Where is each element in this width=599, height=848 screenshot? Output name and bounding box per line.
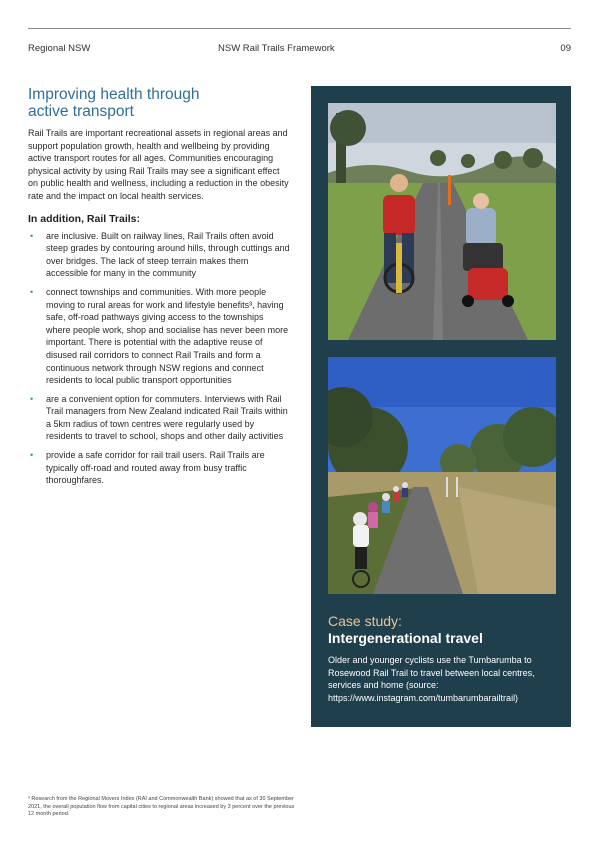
- header-section-label: Regional NSW: [28, 43, 91, 54]
- bullet-dot-icon: •: [30, 450, 34, 461]
- list-item: [28, 230, 290, 280]
- bullet-dot-icon: •: [30, 286, 34, 297]
- title-line-2: active transport: [28, 103, 134, 120]
- page-number: 09: [560, 43, 571, 54]
- list-item-text: connect townships and communities. With more people moving to rural areas for work and lifestyle benefits³, having safe, off-road pathways giving access to the townships where people work, shop and socialise has never been more important. There is potential with the adaptive reuse of disused rail corridors to connect Rail Trails and form a continuous network through NSW regions and connect residents to local public transport opportunities: [46, 286, 289, 386]
- page-header: [0, 0, 599, 60]
- list-item: [28, 393, 290, 443]
- bullet-dot-icon: •: [30, 393, 34, 404]
- bullet-dot-icon: •: [30, 230, 34, 241]
- page-title: [28, 86, 290, 120]
- benefits-list: [28, 230, 290, 487]
- main-text-column: [28, 86, 290, 493]
- case-study-panel: [311, 86, 571, 727]
- case-study-label: Case study:: [328, 613, 402, 629]
- photo-cyclists-on-trail: [328, 357, 556, 594]
- list-subheading: In addition, Rail Trails:: [28, 212, 141, 225]
- title-line-1: Improving health through: [28, 86, 200, 103]
- footnote: ³ Research from the Regional Movers Index (RAI and Commonwealth Bank) showed that as of 30 September 2021, the overall population flow from capital cities to regional areas increased by 3 percent over the previous 12 month period.: [28, 796, 295, 817]
- intro-paragraph: Rail Trails are important recreational assets in regional areas and support population growth, health and wellbeing by providing active transport routes for all ages. Communities encouraging physical activity by using Rail Trails may see a significant effect on public health and wellness, including a reduction in the obesity rate and the impact on local health services.: [28, 128, 289, 201]
- header-rule: [28, 28, 571, 29]
- list-item-text: are a convenient option for commuters. Interviews with Rail Trail managers from New Zealand indicated Rail Trails within a 5km radius of town centres were regularly used by residents to travel to school, shops and other daily activities: [46, 393, 288, 442]
- list-item-text: provide a safe corridor for rail trail users. Rail Trails are typically off-road and routed away from busy traffic thoroughfares.: [46, 450, 265, 486]
- photo-cyclist-and-scooter: [328, 103, 556, 340]
- case-study-title: Intergenerational travel: [328, 630, 483, 646]
- list-item: [28, 286, 290, 387]
- list-item: [28, 449, 290, 487]
- case-study-body: Older and younger cyclists use the Tumbarumba to Rosewood Rail Trail to travel between local centres, services and home (source: https://www.instagram.com/tumbarumbarailtrail): [328, 655, 535, 703]
- list-item-text: are inclusive. Built on railway lines, Rail Trails often avoid steep grades by contouring around hills, through cuttings and over bridges. The lack of steep terrain makes them accessible for many in the community: [46, 230, 290, 279]
- header-document-title: NSW Rail Trails Framework: [218, 43, 335, 54]
